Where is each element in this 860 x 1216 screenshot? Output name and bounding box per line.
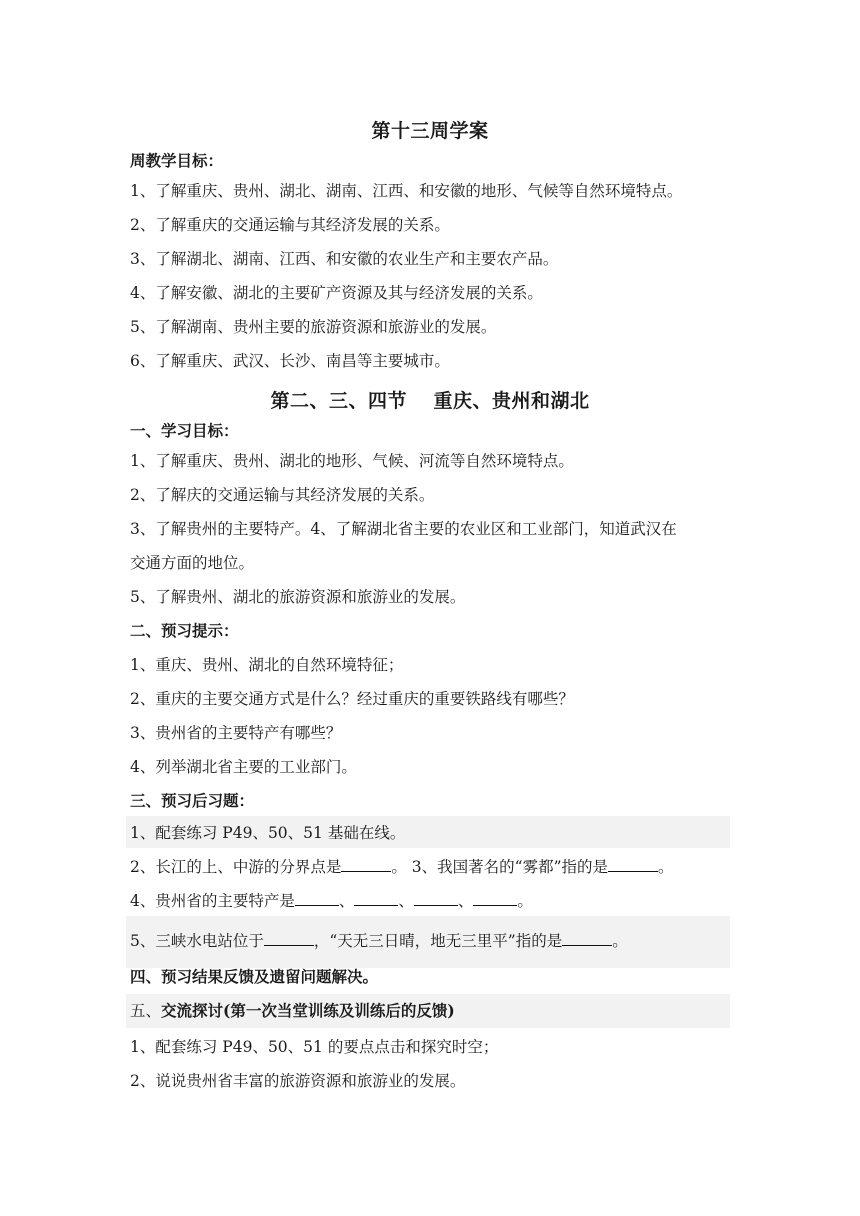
week-goal-item: 1、了解重庆、贵州、湖北、湖南、江西、和安徽的地形、气候等自然环境特点。	[130, 182, 683, 200]
week-goal-item: 5、了解湖南、贵州主要的旅游资源和旅游业的发展。	[130, 318, 497, 336]
discussion-heading-text: 交流探讨(第一次当堂训练及训练后的反馈)	[161, 1001, 455, 1020]
exercise-item	[130, 856, 674, 878]
answer-blank[interactable]	[295, 891, 339, 906]
exercise-text: 2、长江的上、中游的分界点是	[130, 858, 342, 876]
separator: 、	[338, 892, 355, 910]
preview-tips-heading: 二、预习提示：	[130, 621, 239, 640]
answer-blank[interactable]	[354, 891, 398, 906]
feedback-heading: 四、预习结果反馈及遗留问题解决。	[130, 967, 379, 986]
exercise-text: 。	[612, 932, 628, 950]
section-title: 第二、三、四节 重庆、贵州和湖北	[270, 390, 590, 412]
exercise-item	[130, 930, 628, 952]
exercise-text: ，“天无三日晴，地无三里平”指的是	[313, 932, 563, 950]
answer-blank[interactable]	[473, 891, 517, 906]
week-goals-heading: 周教学目标：	[130, 151, 224, 170]
separator: 、	[398, 892, 414, 910]
answer-blank[interactable]	[264, 931, 314, 946]
week-goal-item: 3、了解湖北、湖南、江西、和安徽的农业生产和主要农产品。	[130, 250, 559, 268]
exercise-item	[130, 890, 533, 912]
exercise-text: 4、贵州省的主要特产是	[130, 892, 295, 910]
learning-goal-item: 3、了解贵州的主要特产。4、了解湖北省主要的农业区和工业部门，知道武汉在	[130, 520, 677, 538]
exercise-text: 。 3、我国著名的“雾都”指的是	[391, 858, 609, 876]
answer-blank[interactable]	[608, 857, 658, 872]
discussion-heading	[130, 1000, 455, 1022]
document-title: 第十三周学案	[371, 120, 489, 142]
learning-goal-item: 交通方面的地位。	[130, 554, 255, 572]
preview-tip-item: 2、重庆的主要交通方式是什么？经过重庆的重要铁路线有哪些？	[130, 690, 574, 708]
preview-tip-item: 4、列举湖北省主要的工业部门。	[130, 758, 357, 776]
exercises-heading: 三、预习后习题：	[130, 791, 255, 810]
learning-goal-item: 5、了解贵州、湖北的旅游资源和旅游业的发展。	[130, 588, 466, 606]
answer-blank[interactable]	[414, 891, 458, 906]
week-goal-item: 6、了解重庆、武汉、长沙、南昌等主要城市。	[130, 352, 450, 370]
separator: 、	[457, 892, 474, 910]
discussion-item: 2、说说贵州省丰富的旅游资源和旅游业的发展。	[130, 1072, 466, 1090]
preview-tip-item: 1、重庆、贵州、湖北的自然环境特征；	[130, 656, 404, 674]
discussion-item: 1、配套练习 P49、50、51 的要点点击和探究时空；	[130, 1038, 499, 1056]
exercise-text: 。	[517, 892, 533, 910]
preview-tip-item: 3、贵州省的主要特产有哪些？	[130, 724, 342, 742]
exercise-text: 5、三峡水电站位于	[130, 932, 264, 950]
discussion-heading-prefix: 五、	[130, 1002, 162, 1020]
exercise-item: 1、配套练习 P49、50、51 基础在线。	[130, 824, 406, 842]
week-goal-item: 2、了解重庆的交通运输与其经济发展的关系。	[130, 216, 450, 234]
week-goal-item: 4、了解安徽、湖北的主要矿产资源及其与经济发展的关系。	[130, 284, 543, 302]
learning-goal-item: 2、了解庆的交通运输与其经济发展的关系。	[130, 486, 435, 504]
learning-goals-heading: 一、学习目标：	[130, 421, 239, 440]
answer-blank[interactable]	[341, 857, 391, 872]
learning-goal-item: 1、了解重庆、贵州、湖北的地形、气候、河流等自然环境特点。	[130, 452, 574, 470]
answer-blank[interactable]	[562, 931, 612, 946]
exercise-text: 。	[658, 858, 674, 876]
